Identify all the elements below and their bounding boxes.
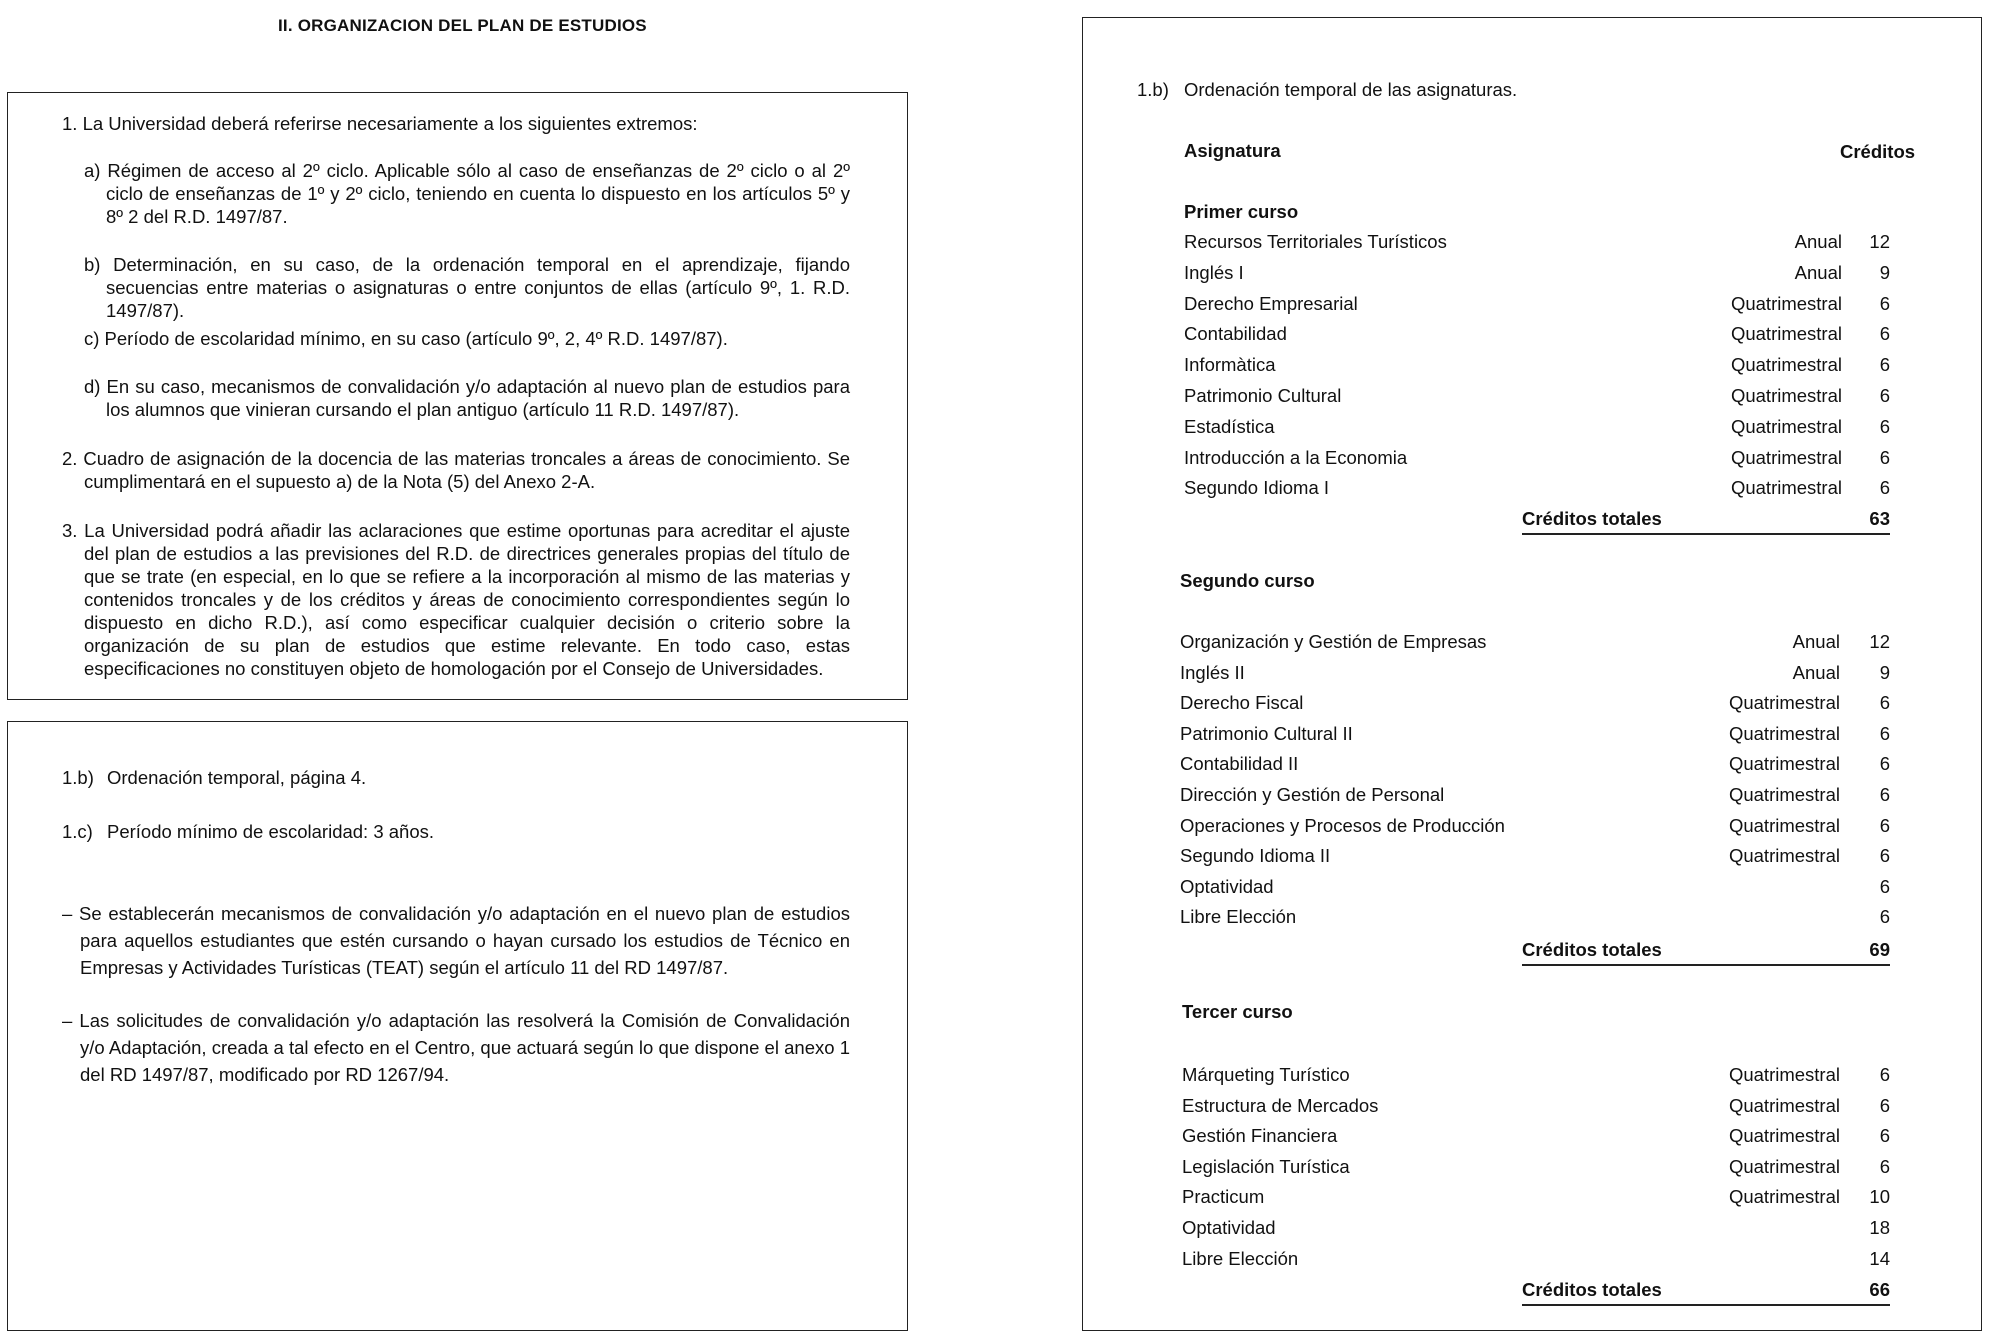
course-credits: 10	[1869, 1186, 1890, 1207]
course-credits: 6	[1879, 477, 1890, 498]
course-subject: Contabilidad II	[1180, 753, 1299, 774]
course-subject: Optatividad	[1180, 876, 1274, 897]
course-subject: Libre Elección	[1180, 906, 1297, 927]
course-total-label: Créditos totales	[1522, 508, 1662, 529]
course-period: Quatrimestral	[1728, 815, 1840, 836]
course-period: Quatrimestral	[1728, 845, 1840, 866]
course-subject: Recursos Territoriales Turísticos	[1184, 231, 1447, 252]
course-period: Quatrimestral	[1728, 723, 1840, 744]
course-period: Quatrimestral	[1730, 323, 1842, 344]
course-total-label: Créditos totales	[1522, 939, 1662, 960]
course-subject: Organización y Gestión de Empresas	[1180, 631, 1487, 652]
course-period: Quatrimestral	[1728, 692, 1840, 713]
course-subject: Optatividad	[1182, 1217, 1276, 1238]
course-credits: 6	[1879, 323, 1890, 344]
course-total-rule	[1522, 1304, 1890, 1306]
item-3: 3. La Universidad podrá añadir las aclaraciones que estime oportunas para acreditar el ajuste del plan de estudios a las previsiones del R.D. de directrices generales propias del título de que se trate (en especial, en lo que se refiere a la incorporación al mismo de las materias y contenidos troncales y de los créditos y áreas de conocimiento correspondientes según lo dispuesto en dicho R.D.), así como especificar cualquier decisión o criterio sobre la organización de su plan de estudios que estime relevante. En todo caso, estas especificaciones no constituyen objeto de homologación por el Consejo de Universidades.	[62, 520, 850, 679]
course-total-value: 63	[1869, 508, 1890, 529]
course-credits: 12	[1869, 631, 1890, 652]
course-credits: 18	[1869, 1217, 1890, 1238]
schedule-heading-text: Ordenación temporal de las asignaturas.	[1184, 79, 1518, 100]
course-period: Quatrimestral	[1728, 1064, 1840, 1085]
course-subject: Segundo Idioma II	[1180, 845, 1331, 866]
page-title: II. ORGANIZACION DEL PLAN DE ESTUDIOS	[278, 16, 647, 35]
item-1b: b) Determinación, en su caso, de la ordenación temporal en el aprendizaje, fijando secuencias entre materias o asignaturas o entre conjuntos de ellas (artículo 9º, 1. R.D. 1497/87).	[84, 254, 850, 321]
course-subject: Patrimonio Cultural II	[1180, 723, 1353, 744]
course-subject: Dirección y Gestión de Personal	[1180, 784, 1445, 805]
item-2: 2. Cuadro de asignación de la docencia de las materias troncales a áreas de conocimiento. Se cumplimentará en el supuesto a) de la Nota (5) del Anexo 2-A.	[62, 448, 850, 492]
course-credits: 14	[1869, 1248, 1890, 1269]
course-period: Quatrimestral	[1728, 784, 1840, 805]
note-para-2: – Las solicitudes de convalidación y/o adaptación las resolverá la Comisión de Convalidación y/o Adaptación, creada a tal efecto en el Centro, que actuará según lo que dispone el anexo 1 del RD 1497/87, modificado por RD 1267/94.	[62, 1010, 850, 1085]
course-period: Anual	[1794, 231, 1842, 252]
course-subject: Márqueting Turístico	[1182, 1064, 1350, 1085]
course-subject: Operaciones y Procesos de Producción	[1180, 815, 1505, 836]
course-credits: 6	[1879, 385, 1890, 406]
course-credits: 6	[1879, 1095, 1890, 1116]
course-period: Quatrimestral	[1730, 447, 1842, 468]
course-total-rule	[1522, 533, 1890, 535]
course-credits: 12	[1869, 231, 1890, 252]
note-para-1: – Se establecerán mecanismos de convalidación y/o adaptación en el nuevo plan de estudios para aquellos estudiantes que estén cursando o hayan cursado los estudios de Técnico en Empresas y Actividades Turísticas (TEAT) según el artículo 11 del RD 1497/87.	[62, 903, 850, 978]
course-subject: Inglés I	[1184, 262, 1244, 283]
course-period: Quatrimestral	[1728, 1095, 1840, 1116]
course-credits: 6	[1879, 906, 1890, 927]
schedule-heading-label: 1.b)	[1137, 79, 1169, 100]
course-total-label: Créditos totales	[1522, 1279, 1662, 1300]
course-credits: 6	[1879, 1064, 1890, 1085]
course-credits: 6	[1879, 293, 1890, 314]
course-subject: Legislación Turística	[1182, 1156, 1350, 1177]
course-subject: Libre Elección	[1182, 1248, 1299, 1269]
course-subject: Practicum	[1182, 1186, 1265, 1207]
course-credits: 6	[1879, 784, 1890, 805]
course-period: Quatrimestral	[1730, 293, 1842, 314]
course-subject: Segundo Idioma I	[1184, 477, 1330, 498]
note-1c-text: Período mínimo de escolaridad: 3 años.	[107, 821, 435, 842]
course-credits: 6	[1879, 354, 1890, 375]
note-1b-label: 1.b)	[62, 767, 94, 788]
course-period: Quatrimestral	[1728, 753, 1840, 774]
col-creditos: Créditos	[1840, 141, 1916, 162]
course-total-rule	[1522, 964, 1890, 966]
course-credits: 6	[1879, 723, 1890, 744]
course-subject: Estadística	[1184, 416, 1275, 437]
course-subject: Derecho Empresarial	[1184, 293, 1358, 314]
course-period: Quatrimestral	[1728, 1186, 1840, 1207]
course-credits: 6	[1879, 876, 1890, 897]
course-subject: Gestión Financiera	[1182, 1125, 1338, 1146]
item-1a: a) Régimen de acceso al 2º ciclo. Aplicable sólo al caso de enseñanzas de 2º ciclo o al 2º ciclo de enseñanzas de 1º y 2º ciclo, teniendo en cuenta lo dispuesto en los artículos 5º y 8º 2 del R.D. 1497/87.	[84, 160, 850, 227]
course-period: Quatrimestral	[1730, 385, 1842, 406]
course-period: Anual	[1792, 631, 1840, 652]
course-subject: Estructura de Mercados	[1182, 1095, 1379, 1116]
col-asignatura: Asignatura	[1184, 140, 1281, 161]
course-period: Quatrimestral	[1728, 1125, 1840, 1146]
course-credits: 6	[1879, 845, 1890, 866]
course-subject: Patrimonio Cultural	[1184, 385, 1342, 406]
item-1: 1. La Universidad deberá referirse necesariamente a los siguientes extremos:	[62, 113, 698, 134]
course-total-value: 69	[1869, 939, 1890, 960]
course-credits: 6	[1879, 1125, 1890, 1146]
note-1b-text: Ordenación temporal, página 4.	[107, 767, 367, 788]
course-subject: Inglés II	[1180, 662, 1245, 683]
course-credits: 6	[1879, 753, 1890, 774]
item-1d: d) En su caso, mecanismos de convalidación y/o adaptación al nuevo plan de estudios para los alumnos que vinieran cursando el plan antiguo (artículo 11 R.D. 1497/87).	[84, 376, 850, 420]
course-subject: Derecho Fiscal	[1180, 692, 1304, 713]
course-credits: 6	[1879, 692, 1890, 713]
course-period: Anual	[1792, 662, 1840, 683]
course-period: Quatrimestral	[1730, 477, 1842, 498]
course-period: Quatrimestral	[1730, 354, 1842, 375]
note-1c-label: 1.c)	[62, 821, 93, 842]
course-subject: Informàtica	[1184, 354, 1276, 375]
course-credits: 6	[1879, 815, 1890, 836]
course-subject: Contabilidad	[1184, 323, 1287, 344]
course-header: Primer curso	[1184, 201, 1299, 222]
course-total-value: 66	[1869, 1279, 1890, 1300]
course-credits: 6	[1879, 1156, 1890, 1177]
course-credits: 9	[1879, 662, 1890, 683]
course-subject: Introducción a la Economia	[1184, 447, 1408, 468]
course-credits: 6	[1879, 447, 1890, 468]
course-period: Anual	[1794, 262, 1842, 283]
course-credits: 9	[1879, 262, 1890, 283]
course-period: Quatrimestral	[1728, 1156, 1840, 1177]
course-header: Tercer curso	[1182, 1001, 1293, 1022]
course-period: Quatrimestral	[1730, 416, 1842, 437]
course-header: Segundo curso	[1180, 570, 1315, 591]
course-credits: 6	[1879, 416, 1890, 437]
item-1c: c) Período de escolaridad mínimo, en su caso (artículo 9º, 2, 4º R.D. 1497/87).	[84, 328, 728, 349]
